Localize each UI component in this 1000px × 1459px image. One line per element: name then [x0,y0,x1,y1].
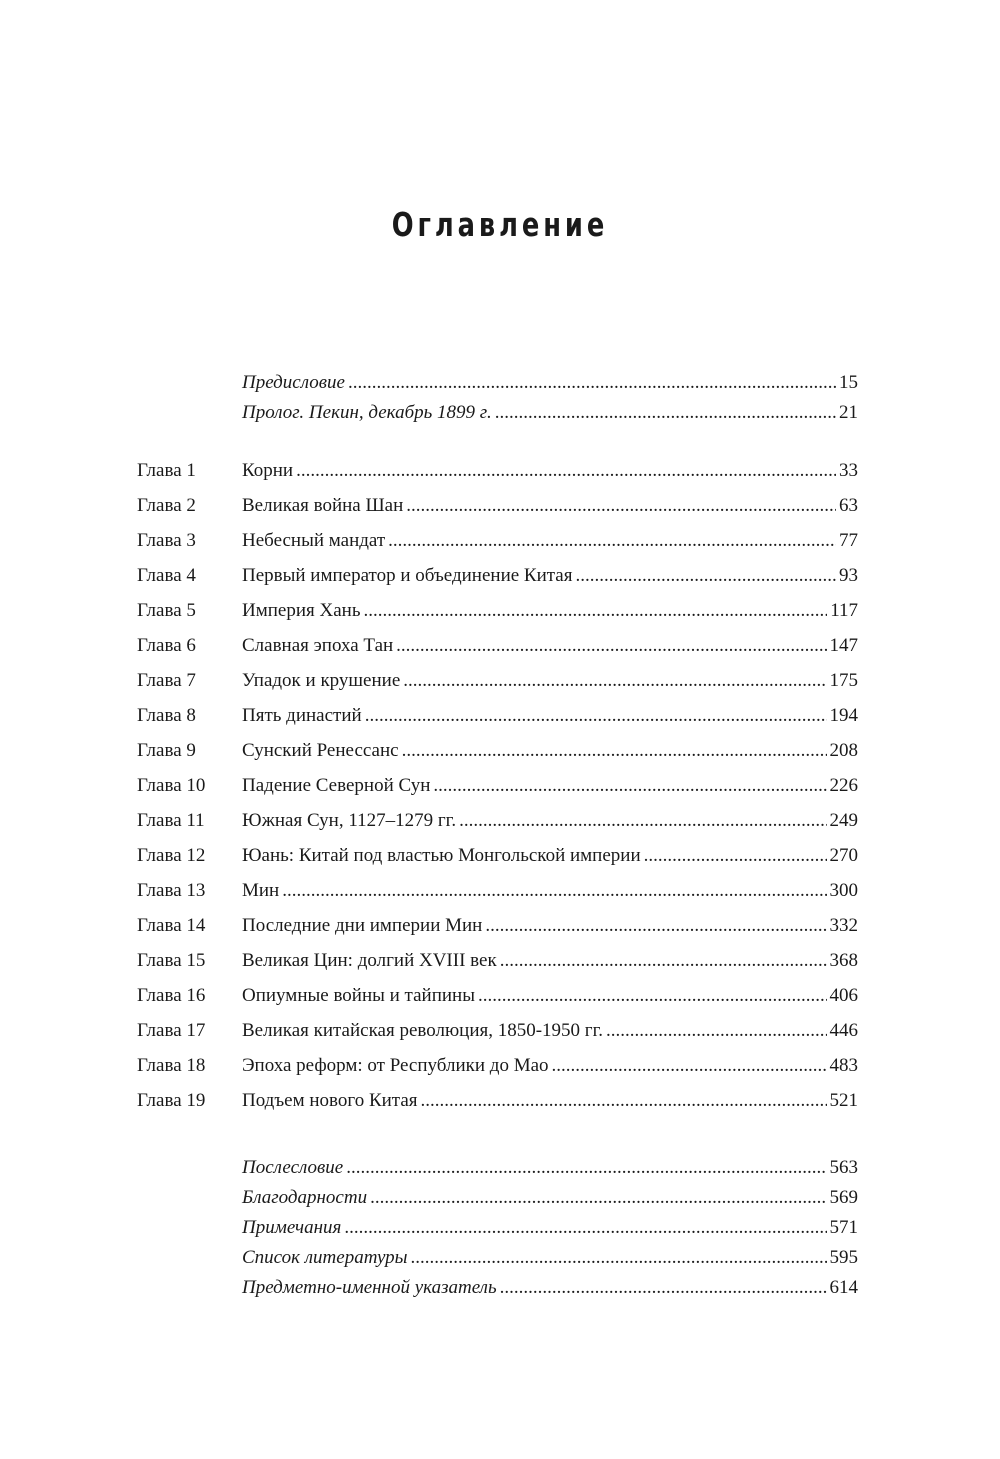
entry-title: Эпоха реформ: от Республики до Мао [242,1055,549,1076]
toc-chapter-13[interactable] [0,876,1000,906]
entry-page: 147 [829,635,858,656]
dot-leader [500,1273,827,1303]
entry-page: 93 [839,565,858,586]
chapter-label: Глава 6 [137,635,196,656]
toc-chapter-2[interactable] [0,491,1000,521]
toc-entry-acknowledgements[interactable] [0,1183,1000,1213]
chapter-label: Глава 1 [137,460,196,481]
entry-title: Последние дни империи Мин [242,915,483,936]
dot-leader [478,981,827,1011]
entry-page: 571 [829,1217,858,1238]
entry-title: Подъем нового Китая [242,1090,418,1111]
toc-chapter-11[interactable] [0,806,1000,836]
chapter-label: Глава 7 [137,670,196,691]
entry-page: 332 [829,915,858,936]
dot-leader [365,701,827,731]
chapter-label: Глава 9 [137,740,196,761]
entry-title: Послесловие [242,1157,344,1178]
chapter-label: Глава 17 [137,1020,206,1041]
entry-page: 249 [829,810,858,831]
chapter-label: Глава 14 [137,915,206,936]
chapter-label: Глава 3 [137,530,196,551]
entry-page: 563 [829,1157,858,1178]
entry-title: Великая китайская революция, 1850-1950 гг. [242,1020,603,1041]
toc-chapter-6[interactable] [0,631,1000,661]
entry-title: Предметно-именной указатель [242,1277,497,1298]
entry-title: Юань: Китай под властью Монгольской империи [242,845,641,866]
chapter-label: Глава 11 [137,810,205,831]
dot-leader [370,1183,826,1213]
dot-leader [364,596,828,626]
toc-entry-afterword[interactable] [0,1153,1000,1183]
toc-entry-prologue[interactable] [0,398,1000,428]
entry-title: Упадок и крушение [242,670,401,691]
entry-title: Великая война Шан [242,495,404,516]
dot-leader [402,736,827,766]
dot-leader [403,666,826,696]
toc-chapter-3[interactable] [0,526,1000,556]
entry-page: 226 [829,775,858,796]
entry-title: Славная эпоха Тан [242,635,394,656]
toc-chapter-17[interactable] [0,1016,1000,1046]
entry-page: 117 [830,600,858,621]
entry-title: Сунский Ренессанс [242,740,399,761]
toc-chapter-8[interactable] [0,701,1000,731]
entry-page: 595 [829,1247,858,1268]
entry-page: 521 [829,1090,858,1111]
entry-title: Южная Сун, 1127–1279 гг. [242,810,457,831]
entry-page: 33 [839,460,858,481]
chapter-label: Глава 15 [137,950,206,971]
dot-leader [485,911,826,941]
dot-leader [344,1213,826,1243]
dot-leader [346,1153,826,1183]
chapter-label: Глава 4 [137,565,196,586]
toc-entry-index[interactable] [0,1273,1000,1303]
entry-title: Империя Хань [242,600,361,621]
entry-title: Примечания [242,1217,342,1238]
dot-leader [644,841,827,871]
chapter-label: Глава 13 [137,880,206,901]
toc-chapter-16[interactable] [0,981,1000,1011]
page-title: Оглавление [391,205,609,244]
entry-title: Первый император и объединение Китая [242,565,573,586]
toc-chapter-4[interactable] [0,561,1000,591]
entry-page: 194 [829,705,858,726]
entry-title: Корни [242,460,294,481]
entry-title: Падение Северной Сун [242,775,431,796]
toc-entry-foreword[interactable] [0,368,1000,398]
entry-page: 208 [829,740,858,761]
toc-chapter-1[interactable] [0,456,1000,486]
dot-leader [552,1051,827,1081]
entry-title: Опиумные войны и тайпины [242,985,475,1006]
toc-chapter-7[interactable] [0,666,1000,696]
toc-entry-bibliography[interactable] [0,1243,1000,1273]
chapter-label: Глава 8 [137,705,196,726]
dot-leader [433,771,826,801]
dot-leader [296,456,836,486]
entry-title: Пролог. Пекин, декабрь 1899 г. [242,402,492,423]
dot-leader [575,561,836,591]
toc-chapter-19[interactable] [0,1086,1000,1116]
chapter-label: Глава 19 [137,1090,206,1111]
dot-leader [606,1016,827,1046]
entry-page: 614 [829,1277,858,1298]
toc-chapter-15[interactable] [0,946,1000,976]
entry-page: 368 [829,950,858,971]
entry-page: 15 [839,372,858,393]
toc-chapter-10[interactable] [0,771,1000,801]
dot-leader [500,946,827,976]
entry-page: 21 [839,402,858,423]
entry-page: 300 [829,880,858,901]
dot-leader [411,1243,827,1273]
dot-leader [421,1086,827,1116]
entry-title: Небесный мандат [242,530,386,551]
dot-leader [388,526,836,556]
dot-leader [459,806,826,836]
entry-page: 175 [829,670,858,691]
dot-leader [495,398,836,428]
dot-leader [348,368,836,398]
toc-entry-notes[interactable] [0,1213,1000,1243]
entry-page: 569 [829,1187,858,1208]
entry-page: 446 [829,1020,858,1041]
entry-page: 406 [829,985,858,1006]
entry-title: Мин [242,880,280,901]
toc-chapter-18[interactable] [0,1051,1000,1081]
toc-chapter-12[interactable] [0,841,1000,871]
entry-page: 77 [839,530,858,551]
entry-page: 63 [839,495,858,516]
entry-title: Пять династий [242,705,362,726]
dot-leader [396,631,826,661]
dot-leader [282,876,826,906]
chapter-label: Глава 18 [137,1055,206,1076]
entry-page: 483 [829,1055,858,1076]
chapter-label: Глава 12 [137,845,206,866]
chapter-label: Глава 2 [137,495,196,516]
entry-page: 270 [829,845,858,866]
chapter-label: Глава 10 [137,775,206,796]
entry-title: Список литературы [242,1247,408,1268]
dot-leader [406,491,836,521]
entry-title: Благодарности [242,1187,368,1208]
toc-chapter-5[interactable] [0,596,1000,626]
entry-title: Предисловие [242,372,345,393]
chapter-label: Глава 5 [137,600,196,621]
chapter-label: Глава 16 [137,985,206,1006]
toc-chapter-14[interactable] [0,911,1000,941]
toc-chapter-9[interactable] [0,736,1000,766]
entry-title: Великая Цин: долгий XVIII век [242,950,497,971]
